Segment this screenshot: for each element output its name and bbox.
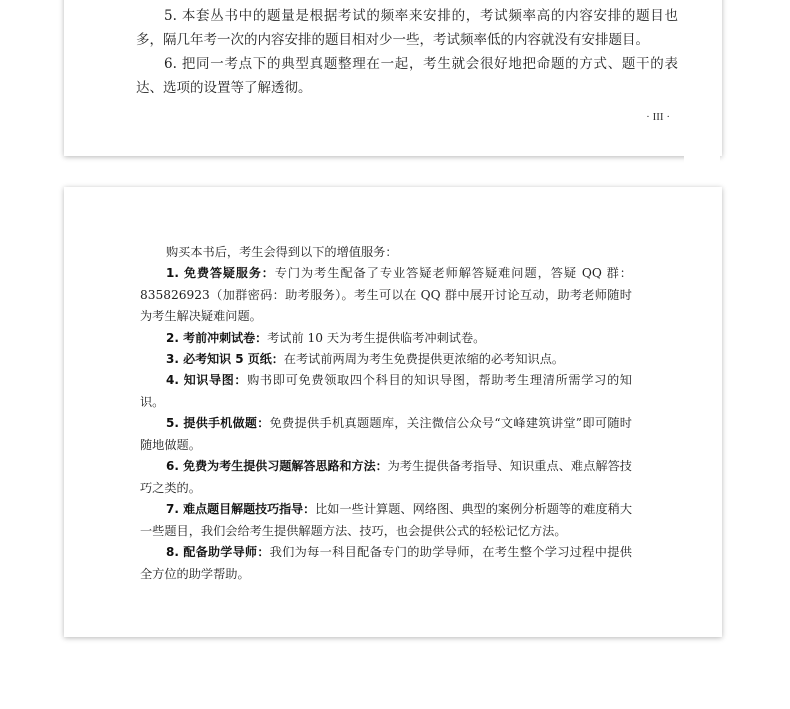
page-gap-mask: [684, 150, 720, 188]
page-iii: [64, 0, 722, 156]
service-text: 比如一些计算题、网络图、典型的案例分析题等的难度稍大一些题目，我们会给考生提供解题方法、技巧，也会提供公式的轻松记忆方法。: [140, 502, 633, 538]
service-label: 7. 难点题目解题技巧指导：: [166, 502, 316, 516]
service-text: 购书即可免费领取四个科目的知识导图，帮助考生理清所需学习的知识。: [140, 373, 632, 409]
paragraph-item-6: 6. 把同一考点下的典型真题整理在一起，考生就会很好地把命题的方式、题干的表达、选项的设置等了解透彻。: [136, 56, 678, 96]
service-label: 1. 免费答疑服务：: [166, 266, 275, 280]
service-item-mobile-practice: [140, 413, 632, 456]
service-text: 在考试前两周为考生免费提供更浓缩的必考知识点。: [283, 352, 565, 366]
page-number: · III ·: [646, 111, 670, 123]
service-text: 考试前 10 天为考生提供临考冲刺试卷。: [267, 331, 486, 345]
service-item-mind-map: [140, 370, 632, 413]
service-text: 免费提供手机真题题库，关注微信公众号“文峰建筑讲堂”即可随时随地做题。: [140, 416, 632, 452]
service-item-sprint-papers: [140, 328, 632, 350]
service-label: 8. 配备助学导师：: [166, 545, 270, 559]
services-intro: 购买本书后，考生会得到以下的增值服务：: [166, 245, 398, 259]
service-label: 4. 知识导图：: [166, 373, 248, 387]
page-value-added-services: [64, 187, 722, 637]
service-label: 5. 提供手机做题：: [166, 416, 270, 430]
service-item-free-qa: [140, 263, 632, 328]
service-text: 我们为每一科目配备专门的助学导师，在考生整个学习过程中提供全方位的助学帮助。: [140, 545, 632, 581]
paragraph-item-5: 5. 本套丛书中的题量是根据考试的频率来安排的，考试频率高的内容安排的题目也多，隔几年考一次的内容安排的题目相对少一些，考试频率低的内容就没有安排题目。: [136, 8, 678, 48]
service-item-tutor: [140, 542, 632, 585]
service-text: 专门为考生配备了专业答疑老师解答疑难问题，答疑 QQ 群：835826923（加群密码：助考服务）。考生可以在 QQ 群中展开讨论互动，助考老师随时为考生解决疑难问题。: [140, 266, 632, 323]
service-label: 2. 考前冲刺试卷：: [166, 331, 268, 345]
service-text: 为考生提供备考指导、知识重点、难点解答技巧之类的。: [140, 459, 632, 495]
service-label: 6. 免费为考生提供习题解答思路和方法：: [166, 459, 388, 473]
service-label: 3. 必考知识 5 页纸：: [166, 352, 284, 366]
service-item-solution-methods: [140, 456, 632, 499]
service-item-difficult-questions: [140, 499, 632, 542]
service-item-key-knowledge: [140, 349, 632, 371]
